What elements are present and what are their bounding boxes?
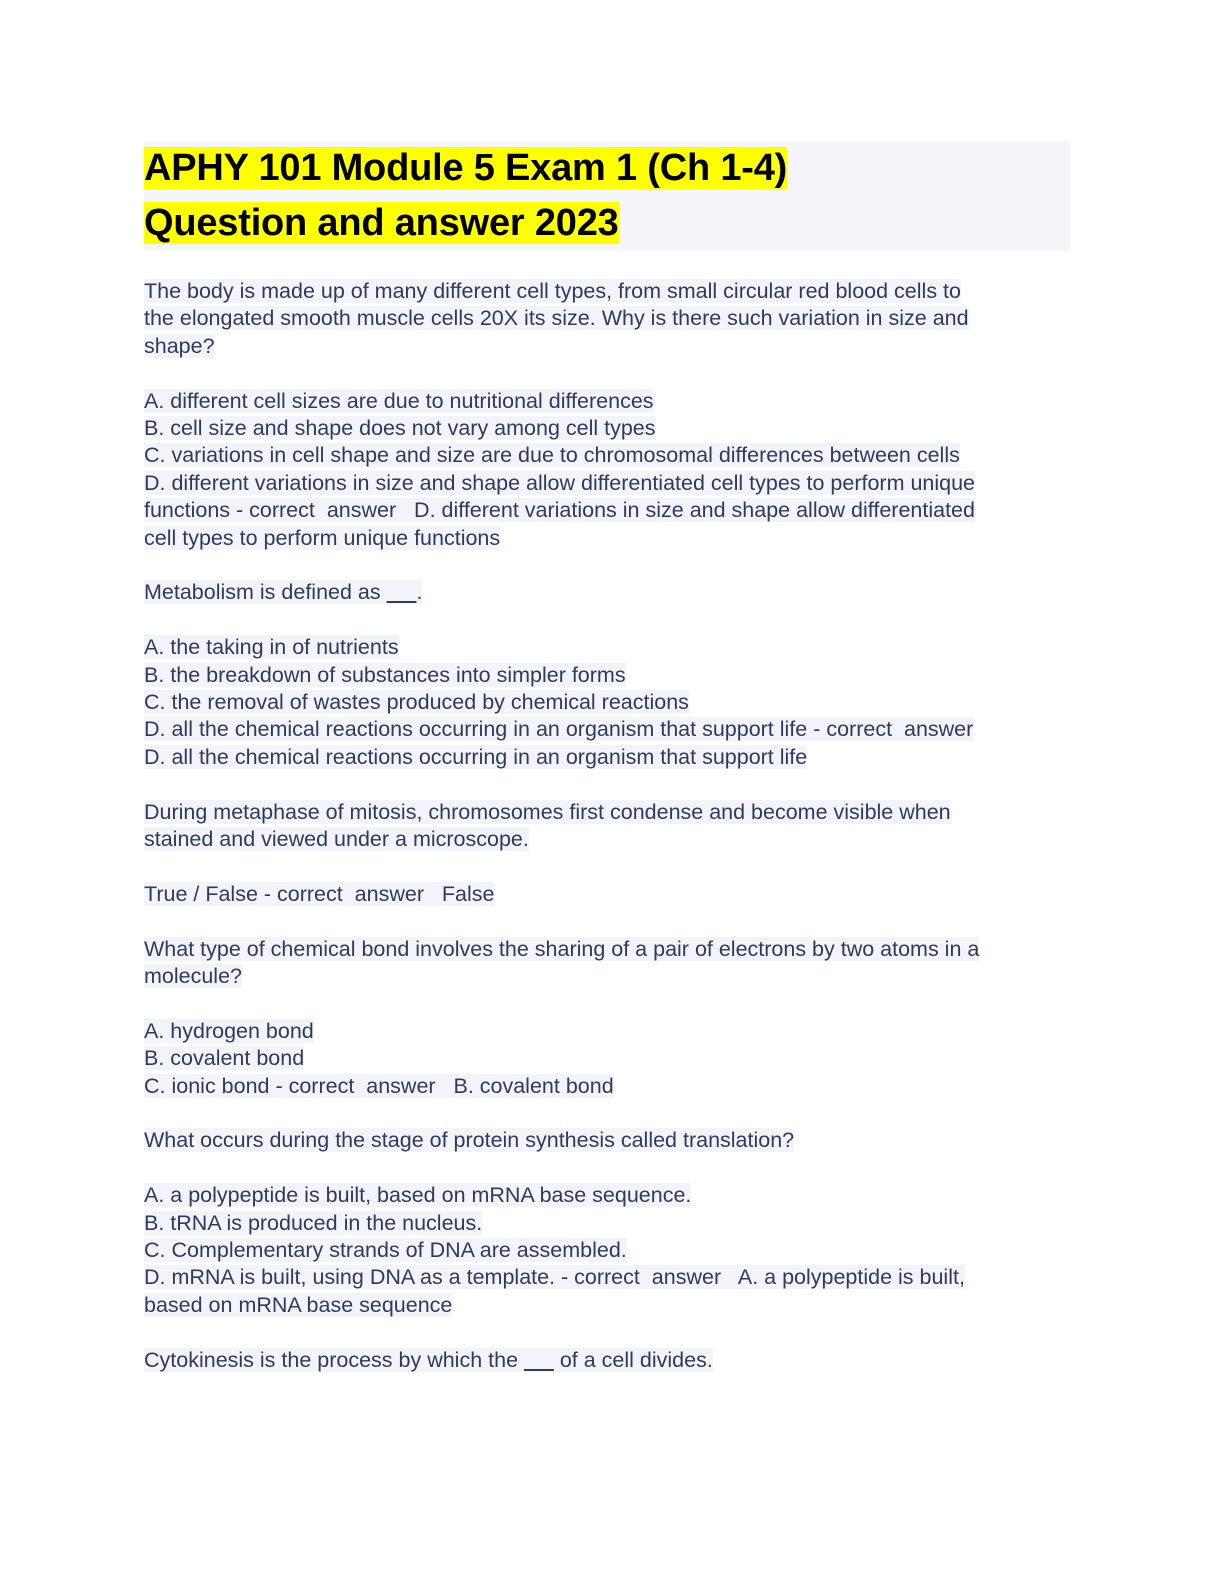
text-line-content: functions - correct answer D. different variations in size and shape allow differentiated bbox=[144, 498, 975, 523]
paragraph-q1-stem bbox=[144, 278, 1074, 360]
text-line bbox=[144, 470, 1074, 497]
text-line bbox=[144, 525, 1074, 552]
paragraph-spacer bbox=[144, 360, 1074, 387]
text-line-content: D. all the chemical reactions occurring in an organism that support life bbox=[144, 744, 808, 769]
paragraph-spacer bbox=[144, 1319, 1074, 1346]
text-line-content: B. covalent bond bbox=[144, 1046, 305, 1071]
paragraph-q5-options bbox=[144, 1182, 1074, 1319]
paragraph-q2-options bbox=[144, 634, 1074, 771]
text-line bbox=[144, 963, 1074, 990]
text-line-content: What occurs during the stage of protein synthesis called translation? bbox=[144, 1128, 795, 1153]
text-line bbox=[144, 442, 1074, 469]
paragraph-spacer bbox=[144, 552, 1074, 579]
text-line bbox=[144, 881, 1074, 908]
text-line bbox=[144, 579, 1074, 606]
paragraph-q3-answer bbox=[144, 881, 1074, 908]
paragraph-q5-stem bbox=[144, 1127, 1074, 1154]
paragraph-spacer bbox=[144, 853, 1074, 880]
text-line bbox=[144, 305, 1074, 332]
text-line bbox=[144, 744, 1074, 771]
text-line-content: A. different cell sizes are due to nutritional differences bbox=[144, 388, 654, 413]
text-line bbox=[144, 1018, 1074, 1045]
text-line-content: A. hydrogen bond bbox=[144, 1018, 314, 1043]
text-line-content: C. Complementary strands of DNA are assembled. bbox=[144, 1238, 627, 1263]
paragraph-spacer bbox=[144, 908, 1074, 935]
text-line bbox=[144, 1292, 1074, 1319]
text-line-content: Metabolism is defined as . bbox=[144, 580, 423, 605]
text-line-content: D. mRNA is built, using DNA as a template. - correct answer A. a polypeptide is built, bbox=[144, 1265, 965, 1290]
text-line bbox=[144, 689, 1074, 716]
text-line bbox=[144, 662, 1074, 689]
text-line-content: C. the removal of wastes produced by chemical reactions bbox=[144, 690, 689, 715]
document-title-line-2-text: Question and answer 2023 bbox=[144, 202, 619, 244]
text-line-content: D. different variations in size and shape allow differentiated cell types to perform unique bbox=[144, 470, 976, 495]
text-line-content: molecule? bbox=[144, 964, 242, 989]
text-line bbox=[144, 799, 1074, 826]
text-line-content: A. the taking in of nutrients bbox=[144, 635, 399, 660]
paragraph-q3-stem bbox=[144, 799, 1074, 854]
document-title-line-2 bbox=[144, 196, 1070, 251]
text-line bbox=[144, 1045, 1074, 1072]
text-line bbox=[144, 936, 1074, 963]
fill-in-blank bbox=[524, 1348, 554, 1372]
paragraph-spacer bbox=[144, 607, 1074, 634]
text-line bbox=[144, 1237, 1074, 1264]
text-line bbox=[144, 278, 1074, 305]
text-line bbox=[144, 1182, 1074, 1209]
text-line-content: stained and viewed under a microscope. bbox=[144, 827, 529, 852]
text-line bbox=[144, 333, 1074, 360]
document-body bbox=[144, 278, 1074, 1374]
text-line-content: During metaphase of mitosis, chromosomes first condense and become visible when bbox=[144, 799, 951, 824]
fill-in-blank bbox=[387, 580, 417, 604]
text-line-content: C. ionic bond - correct answer B. covalent bond bbox=[144, 1073, 614, 1098]
paragraph-q6-stem bbox=[144, 1347, 1074, 1374]
paragraph-spacer bbox=[144, 771, 1074, 798]
text-line-content: C. variations in cell shape and size are due to chromosomal differences between cells bbox=[144, 443, 960, 468]
text-line-content: the elongated smooth muscle cells 20X its size. Why is there such variation in size and bbox=[144, 306, 969, 331]
text-line-content: B. tRNA is produced in the nucleus. bbox=[144, 1210, 483, 1235]
text-line bbox=[144, 1210, 1074, 1237]
text-line-content: True / False - correct answer False bbox=[144, 881, 495, 906]
text-line bbox=[144, 388, 1074, 415]
text-line bbox=[144, 1347, 1074, 1374]
text-line-content: Cytokinesis is the process by which the of a cell divides. bbox=[144, 1347, 713, 1372]
paragraph-q2-stem bbox=[144, 579, 1074, 606]
text-line-content: cell types to perform unique functions bbox=[144, 525, 501, 550]
text-line-content: A. a polypeptide is built, based on mRNA base sequence. bbox=[144, 1183, 692, 1208]
paragraph-q4-stem bbox=[144, 936, 1074, 991]
text-line-content: shape? bbox=[144, 333, 215, 358]
text-line bbox=[144, 826, 1074, 853]
text-line-content: based on mRNA base sequence bbox=[144, 1292, 453, 1317]
paragraph-q1-options bbox=[144, 388, 1074, 552]
text-line bbox=[144, 497, 1074, 524]
text-line bbox=[144, 634, 1074, 661]
text-line-content: B. cell size and shape does not vary among cell types bbox=[144, 416, 656, 441]
text-line bbox=[144, 415, 1074, 442]
text-line bbox=[144, 1127, 1074, 1154]
text-line bbox=[144, 1264, 1074, 1291]
paragraph-spacer bbox=[144, 1100, 1074, 1127]
text-line bbox=[144, 1073, 1074, 1100]
paragraph-q4-options bbox=[144, 1018, 1074, 1100]
text-line-content: What type of chemical bond involves the sharing of a pair of electrons by two atoms in a bbox=[144, 936, 980, 961]
text-line-content: B. the breakdown of substances into simpler forms bbox=[144, 662, 626, 687]
document-title bbox=[144, 141, 1070, 251]
text-line-content: The body is made up of many different cell types, from small circular red blood cells to bbox=[144, 279, 961, 303]
paragraph-spacer bbox=[144, 990, 1074, 1017]
text-line-content: D. all the chemical reactions occurring in an organism that support life - correct answer bbox=[144, 717, 974, 742]
text-line bbox=[144, 716, 1074, 743]
paragraph-spacer bbox=[144, 1155, 1074, 1182]
document-title-line-1 bbox=[144, 141, 1070, 196]
document-title-line-1-text: APHY 101 Module 5 Exam 1 (Ch 1-4) bbox=[144, 147, 788, 189]
